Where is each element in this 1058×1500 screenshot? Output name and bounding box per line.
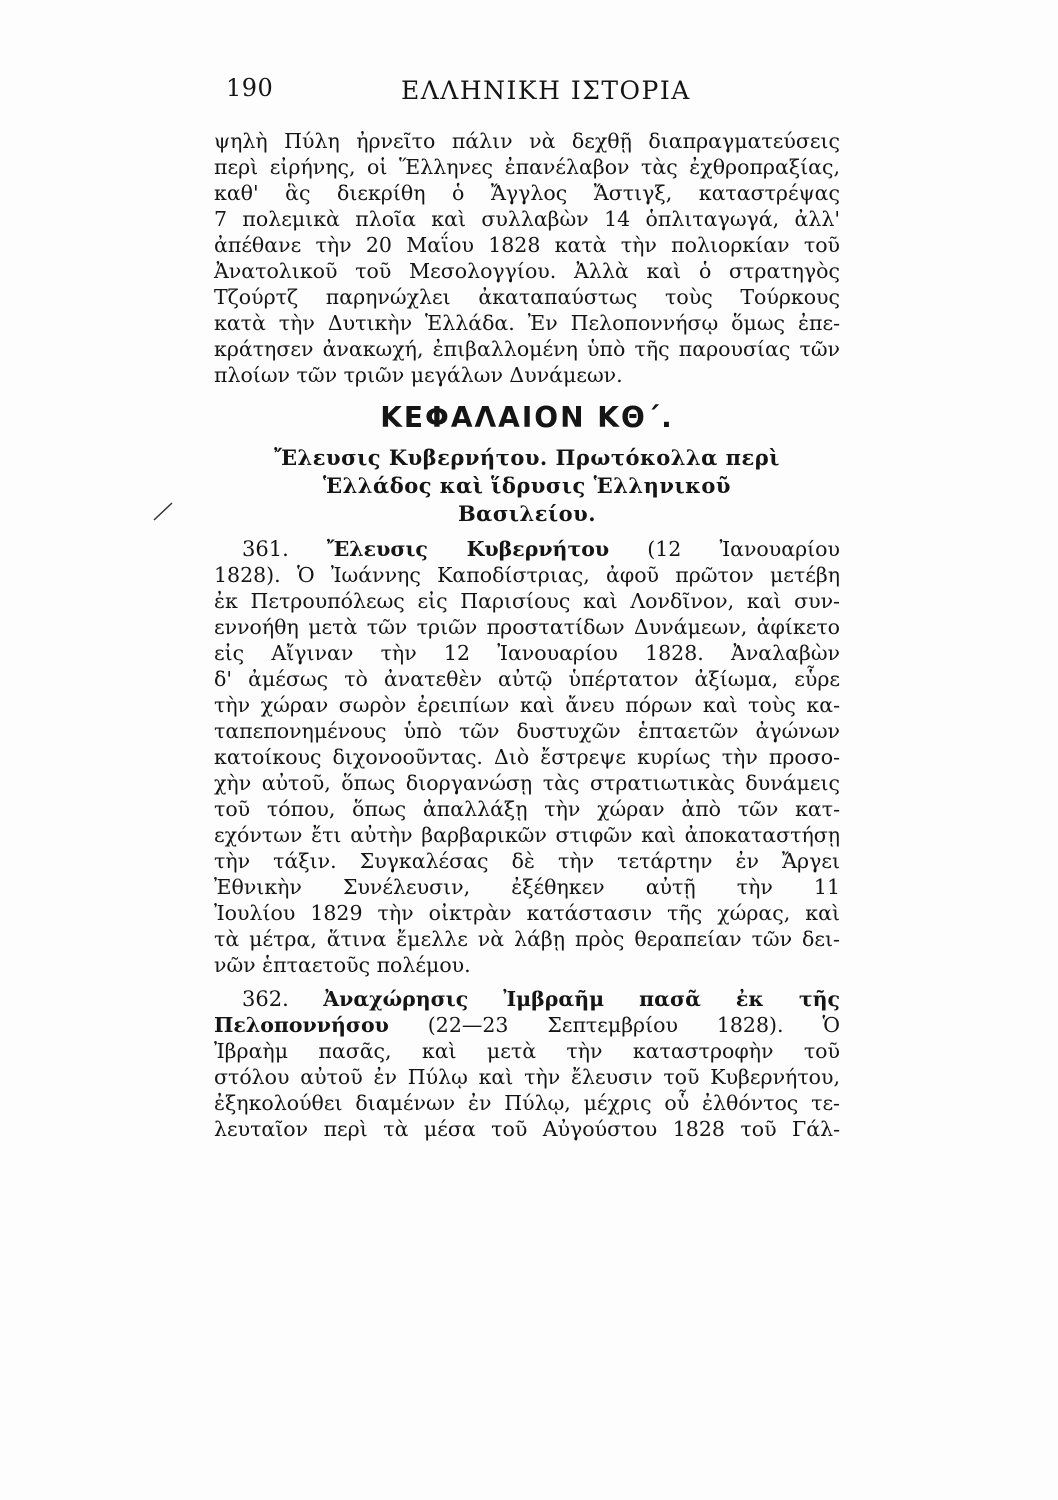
paragraph-361 (214, 536, 840, 978)
paragraph-number: 361. (242, 537, 289, 561)
text-line: 7 πολεμικὰ πλοῖα καὶ συλλαβὼν 14 ὁπλιταγωγά, ἀλλ' (214, 207, 840, 231)
text-line: στόλου αὐτοῦ ἐν Πύλῳ καὶ τὴν ἔλευσιν τοῦ Κυβερνήτου, (214, 1065, 840, 1089)
paragraph-heading: Ἔλευσις Κυβερνήτου (326, 537, 610, 561)
paragraph-number: 362. (242, 987, 289, 1011)
text-line: περὶ εἰρήνης, οἱ Ἕλληνες ἐπανέλαβον τὰς ἐχθροπραξίας, (214, 155, 840, 179)
pencil-mark-icon (150, 500, 176, 522)
paragraph-heading-cont: Πελοποννήσου (214, 1013, 389, 1037)
paragraph-362 (214, 986, 840, 1142)
text-line: εἰς Αἴγιναν τὴν 12 Ἰανουαρίου 1828. Ἀναλαβὼν (214, 641, 840, 665)
text-line: καθ' ἃς διεκρίθη ὁ Ἄγγλος Ἄστιγξ, καταστρέψας (214, 181, 840, 205)
page-header (226, 74, 836, 114)
paragraph-first-line (214, 536, 840, 562)
text-line: ἐξηκολούθει διαμένων ἐν Πύλῳ, μέχρις οὗ ἐλθόντος τε- (214, 1091, 840, 1115)
paragraph-first-line (214, 986, 840, 1012)
text-line: νῶν ἑπταετοῦς πολέμου. (214, 953, 471, 977)
text-line: δ' ἀμέσως τὸ ἀνατεθὲν αὐτῷ ὑπέρτατον ἀξίωμα, εὗρε (214, 667, 840, 691)
text-line: ἐκ Πετρουπόλεως εἰς Παρισίους καὶ Λονδῖνον, καὶ συν- (214, 589, 840, 613)
text-line: τοῦ τόπου, ὅπως ἀπαλλάξῃ τὴν χώραν ἀπὸ τῶν κατ- (214, 797, 840, 821)
text-line: λευταῖον περὶ τὰ μέσα τοῦ Αὐγούστου 1828 τοῦ Γάλ- (214, 1117, 840, 1141)
text-line: τὴν χώραν σωρὸν ἐρειπίων καὶ ἄνευ πόρων καὶ τοὺς κα- (214, 693, 840, 717)
text-line: ψηλὴ Πύλη ἠρνεῖτο πάλιν νὰ δεχθῇ διαπραγματεύσεις (214, 129, 840, 153)
text-line: κατοίκους διχονοοῦντας. Διὸ ἔστρεψε κυρίως τὴν προσο- (214, 745, 840, 769)
text-line: ἀπέθανε τὴν 20 Μαΐου 1828 κατὰ τὴν πολιορκίαν τοῦ (214, 233, 840, 257)
paragraph-heading-date: (22—23 Σεπτεμβρίου 1828). Ὁ (427, 1013, 840, 1037)
text-line: κράτησεν ἀνακωχή, ἐπιβαλλομένη ὑπὸ τῆς παρουσίας τῶν (214, 337, 840, 361)
chapter-title: ΚΕΦΑΛΑΙΟΝ ΚΘ΄. (380, 401, 674, 434)
text-line: Τζούρτζ παρηνώχλει ἀκαταπαύστως τοὺς Τούρκους (214, 285, 840, 309)
page-number: 190 (226, 74, 274, 102)
text-line: χὴν αὐτοῦ, ὅπως διοργανώσῃ τὰς στρατιωτικὰς δυνάμεις (214, 771, 840, 795)
subtitle-line: Βασιλείου. (457, 501, 597, 526)
paragraph-second-line (214, 1012, 840, 1038)
text-block (214, 128, 840, 1142)
text-line: Ἐθνικὴν Συνέλευσιν, ἐξέθηκεν αὐτῇ τὴν 11 (214, 875, 840, 899)
intro-paragraph (214, 128, 840, 388)
text-line: εννοήθη μετὰ τῶν τριῶν προστατίδων Δυνάμεων, ἀφίκετο (214, 615, 840, 639)
text-line: τὰ μέτρα, ἅτινα ἔμελλε νὰ λάβῃ πρὸς θεραπείαν τῶν δει- (214, 927, 840, 951)
text-line: ταπεπονημένους ὑπὸ τῶν δυστυχῶν ἑπταετῶν ἀγώνων (214, 719, 840, 743)
text-line: Ἀνατολικοῦ τοῦ Μεσολογγίου. Ἀλλὰ καὶ ὁ στρατηγὸς (214, 259, 840, 283)
text-line: 1828). Ὁ Ἰωάννης Καποδίστριας, ἀφοῦ πρῶτον μετέβη (214, 563, 840, 587)
running-title: ΕΛΛΗΝΙΚΗ ΙΣΤΟΡΙΑ (401, 76, 691, 105)
paragraph-heading: Ἀναχώρησις Ἰμβραῆμ πασᾶ ἐκ τῆς (323, 987, 840, 1011)
text-line: τὴν τάξιν. Συγκαλέσας δὲ τὴν τετάρτην ἐν Ἄργει (214, 849, 840, 873)
text-line: Ἰουλίου 1829 τὴν οἰκτρὰν κατάστασιν τῆς χώρας, καὶ (214, 901, 840, 925)
text-line: εχόντων ἔτι αὐτὴν βαρβαρικῶν στιφῶν καὶ ἀποκαταστήσῃ (214, 823, 840, 847)
text-line: κατὰ τὴν Δυτικὴν Ἑλλάδα. Ἐν Πελοποννήσῳ ὅμως ἐπε- (214, 311, 840, 335)
subtitle-line: Ἔλευσις Κυβερνήτου. Πρωτόκολλα περὶ (274, 445, 780, 470)
subtitle-line: Ἑλλάδος καὶ ἵδρυσις Ἑλληνικοῦ (323, 473, 731, 498)
chapter-subtitle (214, 444, 840, 528)
paragraph-heading-date: (12 Ἰανουαρίου (647, 537, 840, 561)
text-line: Ἰβραὴμ πασᾶς, καὶ μετὰ τὴν καταστροφὴν τοῦ (214, 1039, 840, 1063)
text-line: πλοίων τῶν τριῶν μεγάλων Δυνάμεων. (214, 363, 623, 387)
